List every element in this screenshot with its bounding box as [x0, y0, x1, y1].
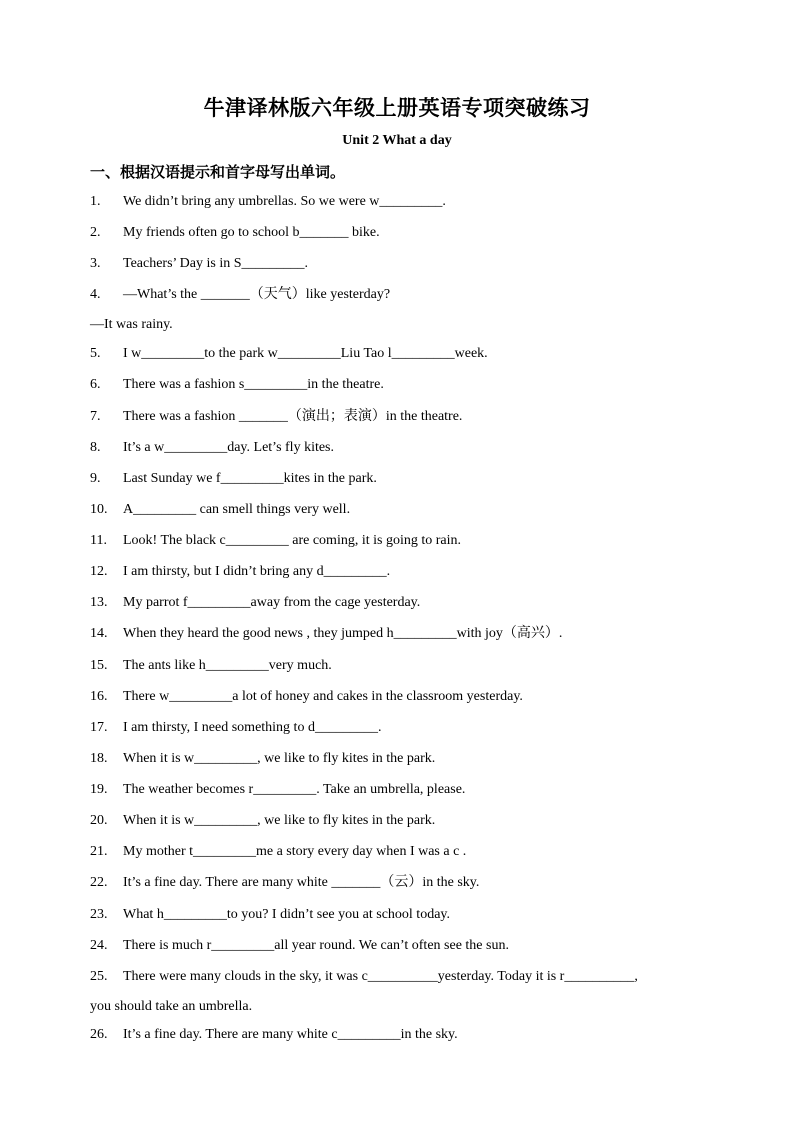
question-line: 2. My friends often go to school b_______ bike.: [90, 225, 380, 240]
question-line: —It was rainy.: [90, 317, 173, 332]
question-line: 13. My parrot f_________away from the cage yesterday.: [90, 595, 421, 610]
page-title: 牛津译林版六年级上册英语专项突破练习: [203, 96, 591, 120]
question-line: 11. Look! The black c_________ are coming, it is going to rain.: [90, 533, 462, 548]
question-line: 6. There was a fashion s_________in the theatre.: [90, 377, 384, 392]
question-line: 24. There is much r_________all year round. We can’t often see the sun.: [90, 938, 509, 953]
question-line: 16. There w_________a lot of honey and cakes in the classroom yesterday.: [90, 689, 523, 704]
question-line: 22. It’s a fine day. There are many white _______（云）in the sky.: [90, 875, 480, 890]
question-line: 7. There was a fashion _______（演出；表演）in the theatre.: [90, 409, 463, 424]
question-line: 10. A_________ can smell things very well.: [90, 502, 351, 517]
question-line: 1. We didn’t bring any umbrellas. So we were w_________.: [90, 194, 446, 209]
question-line: 26. It’s a fine day. There are many white c_________in the sky.: [90, 1027, 458, 1042]
question-line: 14. When they heard the good news , they jumped h_________with joy（高兴）.: [90, 626, 563, 641]
question-line: 18. When it is w_________, we like to fly kites in the park.: [90, 751, 436, 766]
question-line: you should take an umbrella.: [90, 999, 253, 1014]
question-line: 15. The ants like h_________very much.: [90, 658, 332, 673]
question-line: 4. —What’s the _______（天气）like yesterday?: [90, 287, 391, 302]
question-line: 8. It’s a w_________day. Let’s fly kites.: [90, 440, 335, 455]
section-heading: 一、根据汉语提示和首字母写出单词。: [90, 165, 346, 181]
question-line: 20. When it is w_________, we like to fly kites in the park.: [90, 813, 436, 828]
question-line: 21. My mother t_________me a story every day when I was a c .: [90, 844, 467, 859]
question-line: 3. Teachers’ Day is in S_________.: [90, 256, 309, 271]
question-line: 12. I am thirsty, but I didn’t bring any d_________.: [90, 564, 391, 579]
question-line: 9. Last Sunday we f_________kites in the park.: [90, 471, 377, 486]
question-line: 25. There were many clouds in the sky, it was c__________yesterday. Today it is r__________,: [90, 969, 638, 984]
question-line: 23. What h_________to you? I didn’t see you at school today.: [90, 907, 450, 922]
unit-subtitle: Unit 2 What a day: [342, 133, 452, 148]
question-line: 17. I am thirsty, I need something to d_________.: [90, 720, 382, 735]
question-line: 5. I w_________to the park w_________Liu Tao l_________week.: [90, 346, 488, 361]
question-line: 19. The weather becomes r_________. Take an umbrella, please.: [90, 782, 466, 797]
